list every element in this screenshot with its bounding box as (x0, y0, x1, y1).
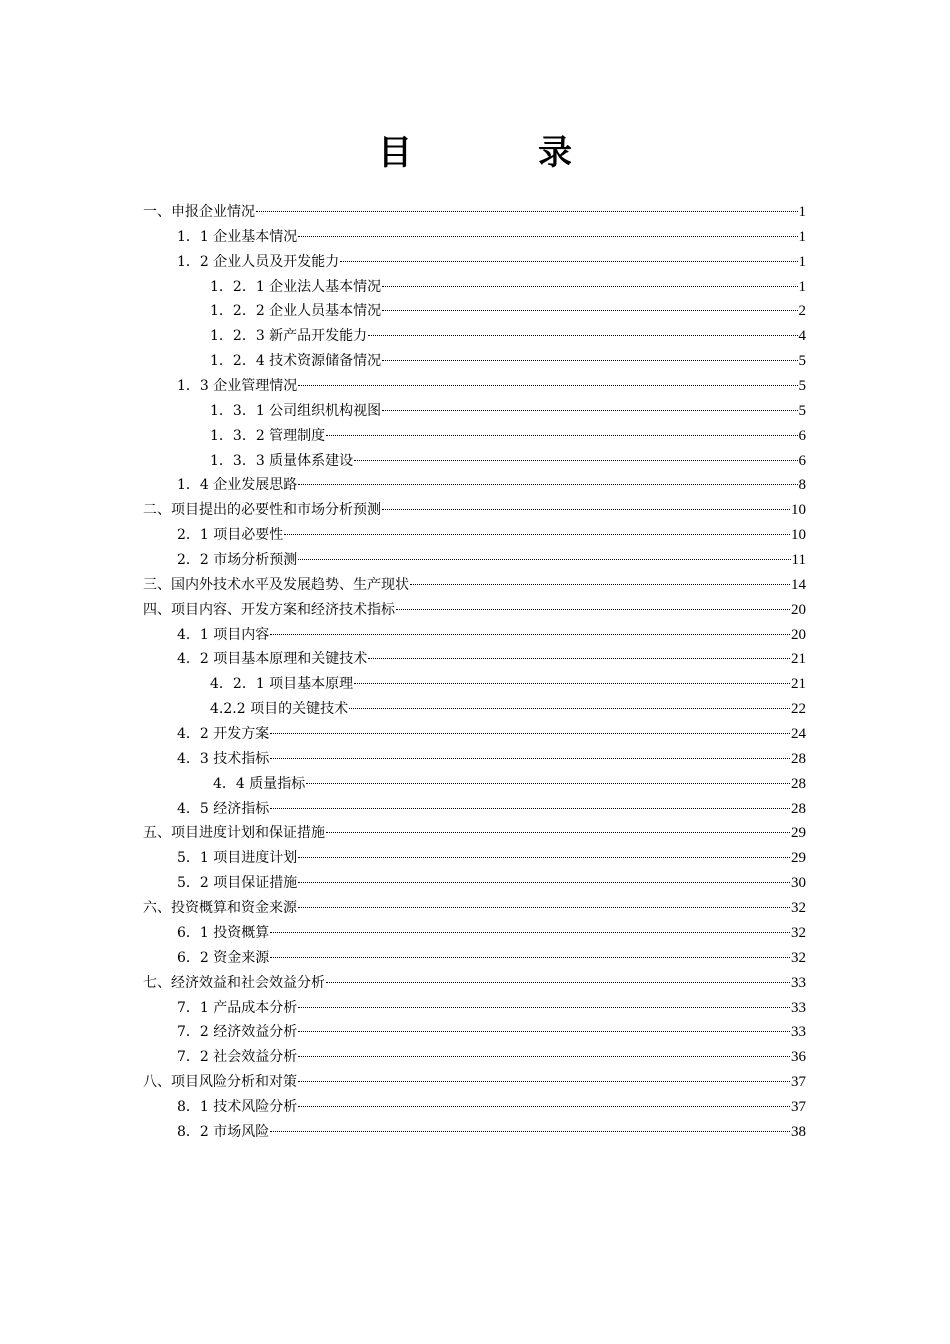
toc-dot-leader (298, 1007, 790, 1008)
toc-entry[interactable] (143, 1120, 806, 1145)
toc-entry[interactable] (143, 1095, 806, 1120)
toc-dot-leader (270, 808, 790, 809)
toc-dot-leader (340, 261, 797, 262)
toc-entry-label: 1．2．2 企业人员基本情况 (210, 303, 382, 320)
toc-entry-label: 1．1 企业基本情况 (177, 228, 298, 245)
toc-dot-leader (270, 1131, 790, 1132)
toc-dot-leader (270, 758, 790, 759)
toc-entry-page-number: 22 (791, 701, 806, 718)
toc-entry-page-number: 32 (791, 900, 806, 917)
toc-dot-leader (298, 484, 797, 485)
toc-entry[interactable] (143, 747, 806, 772)
toc-entry[interactable] (143, 299, 806, 324)
toc-entry[interactable] (143, 846, 806, 871)
toc-entry-page-number: 29 (791, 825, 806, 842)
toc-dot-leader (326, 435, 797, 436)
toc-entry[interactable] (143, 1045, 806, 1070)
toc-dot-leader (382, 310, 797, 311)
toc-dot-leader (298, 907, 790, 908)
toc-entry-page-number: 38 (791, 1123, 806, 1140)
toc-entry-page-number: 37 (791, 1098, 806, 1115)
toc-dot-leader (298, 1031, 790, 1032)
toc-dot-leader (270, 634, 790, 635)
toc-entry[interactable] (143, 896, 806, 921)
toc-entry[interactable] (143, 647, 806, 672)
toc-entry-page-number: 5 (798, 353, 806, 370)
toc-entry-page-number: 32 (791, 949, 806, 966)
toc-entry-label: 4．2 项目基本原理和关键技术 (177, 651, 368, 668)
toc-entry[interactable] (143, 598, 806, 623)
toc-dot-leader (354, 683, 790, 684)
toc-dot-leader (270, 957, 790, 958)
toc-entry[interactable] (143, 225, 806, 250)
toc-entry-page-number: 33 (791, 974, 806, 991)
toc-dot-leader (306, 783, 790, 784)
toc-entry[interactable] (143, 623, 806, 648)
toc-entry-page-number: 11 (791, 552, 806, 569)
toc-entry-label: 4.2.2 项目的关键技术 (210, 701, 349, 718)
toc-entry-page-number: 5 (798, 378, 806, 395)
toc-entry-page-number: 6 (798, 427, 806, 444)
toc-entry-page-number: 4 (798, 328, 806, 345)
toc-entry-label: 8．1 技术风险分析 (177, 1098, 298, 1115)
toc-entry-label: 1．3．1 公司组织机构视图 (210, 402, 382, 419)
toc-entry-label: 1．2．4 技术资源储备情况 (210, 353, 382, 370)
toc-entry-page-number: 8 (798, 477, 806, 494)
toc-dot-leader (298, 1081, 790, 1082)
toc-dot-leader (326, 832, 790, 833)
toc-entry-label: 五、项目进度计划和保证措施 (143, 825, 325, 842)
toc-dot-leader (298, 1056, 790, 1057)
toc-entry-label: 6．2 资金来源 (177, 949, 270, 966)
toc-entry-page-number: 20 (791, 601, 806, 618)
toc-entry[interactable] (143, 349, 806, 374)
toc-dot-leader (270, 932, 790, 933)
toc-entry-page-number: 1 (798, 253, 806, 270)
toc-entry-page-number: 36 (791, 1049, 806, 1066)
toc-entry-page-number: 21 (791, 676, 806, 693)
toc-entry[interactable] (143, 324, 806, 349)
toc-entry-label: 三、国内外技术水平及发展趋势、生产现状 (143, 576, 409, 593)
toc-dot-leader (354, 460, 797, 461)
toc-entry-page-number: 14 (791, 576, 806, 593)
toc-entry-label: 7．2 社会效益分析 (177, 1049, 298, 1066)
toc-entry-page-number: 28 (791, 750, 806, 767)
page-title: 目 录 (378, 133, 618, 173)
toc-entry-label: 1．4 企业发展思路 (177, 477, 298, 494)
toc-entry-label: 5．2 项目保证措施 (177, 875, 298, 892)
toc-dot-leader (382, 286, 797, 287)
toc-entry-label: 1．3 企业管理情况 (177, 378, 298, 395)
toc-entry[interactable] (143, 672, 806, 697)
toc-entry-label: 二、项目提出的必要性和市场分析预测 (143, 502, 381, 519)
toc-dot-leader (298, 882, 790, 883)
toc-entry[interactable] (143, 498, 806, 523)
toc-entry-label: 1．3．3 质量体系建设 (210, 452, 354, 469)
toc-dot-leader (270, 733, 790, 734)
toc-entry-label: 4．2．1 项目基本原理 (210, 676, 354, 693)
toc-entry[interactable] (143, 797, 806, 822)
toc-entry[interactable] (143, 573, 806, 598)
toc-entry[interactable] (143, 449, 806, 474)
toc-entry[interactable] (143, 523, 806, 548)
toc-entry[interactable] (143, 275, 806, 300)
toc-dot-leader (298, 1106, 790, 1107)
toc-entry-label: 4．4 质量指标 (213, 775, 306, 792)
toc-entry-page-number: 32 (791, 924, 806, 941)
toc-entry-page-number: 24 (791, 726, 806, 743)
toc-entry[interactable] (143, 921, 806, 946)
toc-entry-page-number: 2 (798, 303, 806, 320)
toc-entry-label: 2．1 项目必要性 (177, 527, 284, 544)
toc-entry-page-number: 10 (791, 502, 806, 519)
toc-dot-leader (396, 609, 790, 610)
toc-dot-leader (368, 335, 797, 336)
toc-dot-leader (382, 360, 797, 361)
toc-entry-page-number: 1 (798, 278, 806, 295)
toc-entry[interactable] (143, 548, 806, 573)
toc-entry[interactable] (143, 424, 806, 449)
toc-entry[interactable] (143, 772, 806, 797)
toc-entry-label: 4．1 项目内容 (177, 626, 270, 643)
toc-entry-label: 4．2 开发方案 (177, 726, 270, 743)
toc-entry-page-number: 33 (791, 1024, 806, 1041)
toc-entry[interactable] (143, 1020, 806, 1045)
toc-entry-label: 1．2．3 新产品开发能力 (210, 328, 368, 345)
toc-entry-label: 4．3 技术指标 (177, 750, 270, 767)
toc-dot-leader (298, 559, 790, 560)
toc-entry[interactable] (143, 821, 806, 846)
toc-entry-page-number: 1 (798, 204, 806, 220)
toc-entry-label: 1．2 企业人员及开发能力 (177, 253, 340, 270)
toc-entry-page-number: 37 (791, 1074, 806, 1091)
toc-entry-page-number: 20 (791, 626, 806, 643)
toc-dot-leader (410, 584, 790, 585)
toc-entry-label: 六、投资概算和资金来源 (143, 900, 297, 917)
toc-dot-leader (382, 509, 790, 510)
toc-entry-label: 5．1 项目进度计划 (177, 850, 298, 867)
toc-dot-leader (298, 236, 797, 237)
toc-dot-leader (349, 708, 790, 709)
toc-dot-leader (326, 982, 790, 983)
toc-entry[interactable] (143, 1070, 806, 1095)
toc-entry-page-number: 6 (798, 452, 806, 469)
toc-entry-page-number: 5 (798, 402, 806, 419)
toc-entry[interactable] (143, 399, 806, 424)
table-of-contents (143, 200, 806, 1145)
toc-entry[interactable] (143, 971, 806, 996)
toc-entry-label: 1．3．2 管理制度 (210, 427, 326, 444)
toc-entry-label: 4．5 经济指标 (177, 800, 270, 817)
toc-entry[interactable] (143, 722, 806, 747)
toc-entry[interactable] (143, 250, 806, 275)
toc-entry-label: 四、项目内容、开发方案和经济技术指标 (143, 601, 395, 618)
toc-entry-page-number: 30 (791, 875, 806, 892)
toc-entry[interactable] (143, 996, 806, 1021)
toc-dot-leader (368, 658, 790, 659)
toc-entry-label: 8．2 市场风险 (177, 1123, 270, 1140)
toc-entry[interactable] (143, 946, 806, 971)
toc-dot-leader (256, 211, 798, 212)
toc-entry-page-number: 21 (791, 651, 806, 668)
toc-entry-label: 八、项目风险分析和对策 (143, 1074, 297, 1091)
toc-entry-label: 一、申报企业情况 (143, 204, 255, 220)
toc-dot-leader (298, 857, 790, 858)
toc-entry-label: 1．2．1 企业法人基本情况 (210, 278, 382, 295)
toc-entry[interactable] (143, 697, 806, 722)
toc-dot-leader (298, 385, 797, 386)
toc-entry-page-number: 29 (791, 850, 806, 867)
toc-entry-page-number: 28 (791, 800, 806, 817)
toc-entry-page-number: 10 (791, 527, 806, 544)
toc-entry[interactable] (143, 200, 806, 225)
toc-entry-page-number: 28 (791, 775, 806, 792)
toc-entry-label: 七、经济效益和社会效益分析 (143, 974, 325, 991)
toc-entry-label: 7．2 经济效益分析 (177, 1024, 298, 1041)
toc-entry-page-number: 1 (798, 228, 806, 245)
toc-entry[interactable] (143, 871, 806, 896)
toc-entry-label: 7．1 产品成本分析 (177, 999, 298, 1016)
toc-entry-label: 2．2 市场分析预测 (177, 552, 298, 569)
toc-entry[interactable] (143, 473, 806, 498)
toc-entry[interactable] (143, 374, 806, 399)
toc-dot-leader (382, 410, 797, 411)
toc-entry-label: 6．1 投资概算 (177, 924, 270, 941)
toc-dot-leader (284, 534, 790, 535)
toc-entry-page-number: 33 (791, 999, 806, 1016)
